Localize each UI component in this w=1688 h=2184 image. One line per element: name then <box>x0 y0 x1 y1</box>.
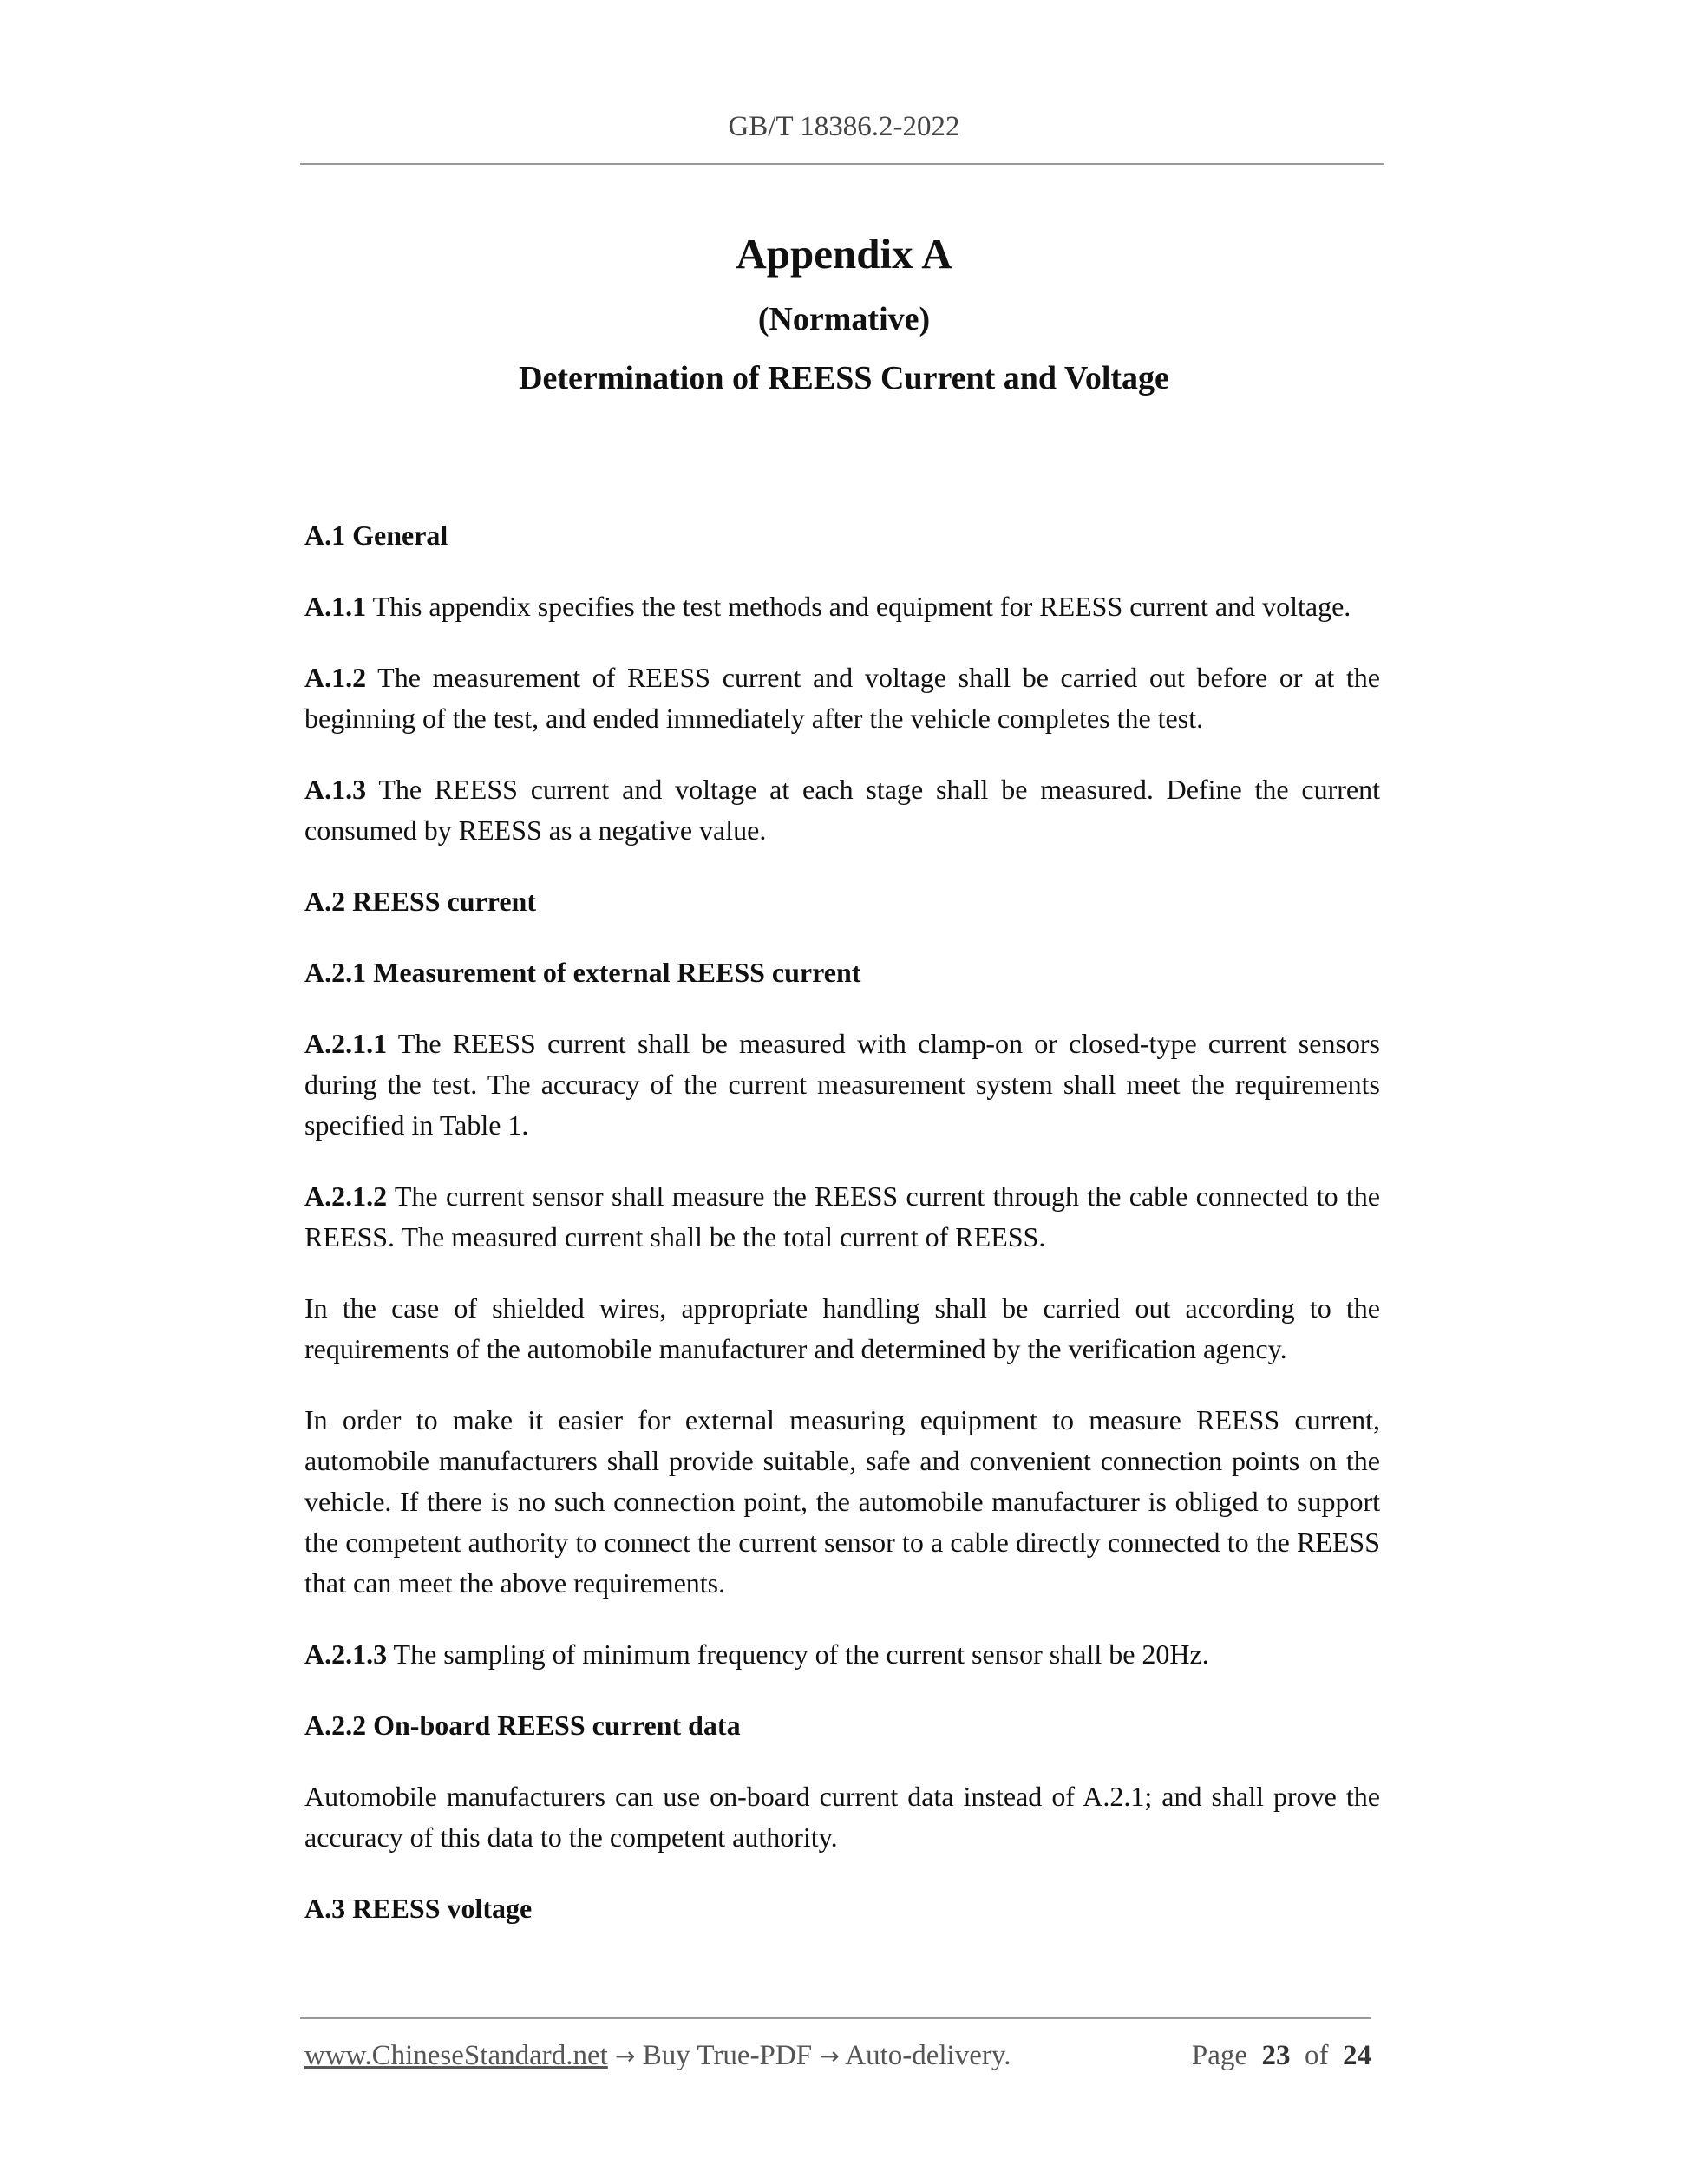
clause-a1-2 <box>304 657 1380 739</box>
clause-number: A.1.2 <box>304 662 367 693</box>
clause-number: A.1.3 <box>304 774 367 805</box>
section-heading-a2-1: A.2.1 Measurement of external REESS current <box>304 957 861 988</box>
header-divider <box>300 163 1384 165</box>
paragraph-connection-points: In order to make it easier for external measuring equipment to measure REESS current, automobile manufacturers shall provide suitable, safe and convenient connection points on the vehicle. If there is no such connection point, the automobile manufacturer is obliged to support the competent authority to connect the current sensor to a cable directly connected to the REESS that can meet the above requirements. <box>304 1404 1380 1599</box>
footer-divider <box>300 2017 1371 2019</box>
clause-a2-1-3 <box>304 1634 1380 1675</box>
clause-text: The current sensor shall measure the REESS current through the cable connected to the REESS. The measured current shall be the total current of REESS. <box>304 1180 1380 1252</box>
clause-text: The REESS current and voltage at each stage shall be measured. Define the current consumed by REESS as a negative value. <box>304 774 1380 846</box>
appendix-type: (Normative) <box>757 301 931 337</box>
section-heading-a2-2: A.2.2 On-board REESS current data <box>304 1710 741 1741</box>
section-heading-a3: A.3 REESS voltage <box>304 1893 533 1924</box>
arrow-right-icon: → <box>615 2042 636 2070</box>
section-heading-a2: A.2 REESS current <box>304 886 536 917</box>
clause-text: The sampling of minimum frequency of the current sensor shall be 20Hz. <box>387 1638 1209 1670</box>
arrow-right-icon: → <box>819 2042 840 2070</box>
clause-text: This appendix specifies the test methods and equipment for REESS current and voltage. <box>366 591 1351 622</box>
paragraph-shielded-wires: In the case of shielded wires, appropriate handling shall be carried out according to the requirements of the automobile manufacturer and determined by the verification agency. <box>304 1292 1380 1364</box>
clause-a1-1 <box>304 586 1380 627</box>
website-link[interactable]: www.ChineseStandard.net <box>304 2040 608 2071</box>
clause-number: A.2.1.2 <box>304 1180 388 1212</box>
page-label: Page <box>1191 2040 1247 2071</box>
clause-a2-1-1 <box>304 1023 1380 1146</box>
appendix-title: Appendix A <box>736 230 952 278</box>
appendix-subject: Determination of REESS Current and Voltage <box>519 360 1169 396</box>
section-heading-a1: A.1 General <box>304 520 448 551</box>
clause-number: A.1.1 <box>304 591 367 622</box>
of-label: of <box>1305 2040 1329 2071</box>
document-body <box>304 515 1380 1959</box>
clause-number: A.2.1.1 <box>304 1028 388 1059</box>
appendix-title-block <box>0 224 1688 404</box>
paragraph-onboard-data: Automobile manufacturers can use on-board current data instead of A.2.1; and shall prove the accuracy of this data to the competent authority. <box>304 1781 1380 1853</box>
page-total: 24 <box>1343 2040 1371 2071</box>
clause-a2-1-2 <box>304 1176 1380 1258</box>
buy-true-pdf-text: Buy True-PDF <box>642 2040 813 2071</box>
footer-promo <box>304 2036 1011 2076</box>
clause-number: A.2.1.3 <box>304 1638 388 1670</box>
document-code-header: GB/T 18386.2-2022 <box>728 111 960 142</box>
page-current: 23 <box>1261 2040 1291 2071</box>
auto-delivery-text: Auto-delivery. <box>845 2040 1011 2071</box>
clause-text: The REESS current shall be measured with clamp-on or closed-type current sensors during the test. The accuracy of the current measurement system shall meet the requirements specified in Table 1. <box>304 1028 1380 1141</box>
clause-text: The measurement of REESS current and voltage shall be carried out before or at the beginning of the test, and ended immediately after the vehicle completes the test. <box>304 662 1380 734</box>
page-number <box>1192 2036 1371 2076</box>
clause-a1-3 <box>304 769 1380 851</box>
